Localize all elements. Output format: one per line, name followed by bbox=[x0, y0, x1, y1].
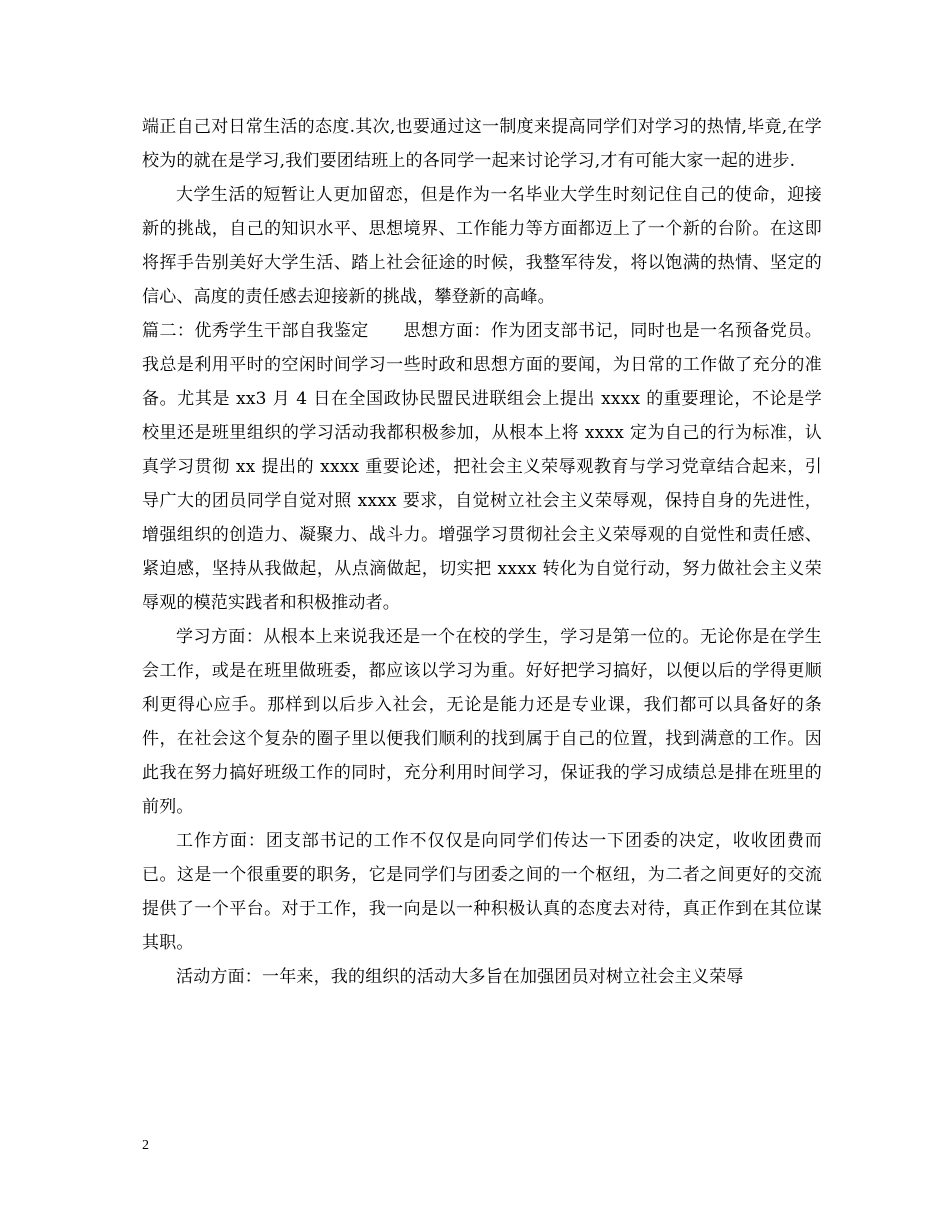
page-number: 2 bbox=[142, 1138, 149, 1153]
paragraph-5: 工作方面：团支部书记的工作不仅仅是向同学们传达一下团委的决定，收收团费而已。这是一个很重要的职务，它是同学们与团委之间的一个枢纽，为二者之间更好的交流提供了一个平台。对于工作，我一向是以一种积极认真的态度去对待，真正作到在其位谋其职。 bbox=[142, 831, 822, 953]
paragraph-6: 活动方面：一年来，我的组织的活动大多旨在加强团员对树立社会主义荣辱 bbox=[176, 967, 744, 987]
paragraph-4: 学习方面：从根本上来说我还是一个在校的学生，学习是第一位的。无论你是在学生会工作，或是在班里做班委，都应该以学习为重。好好把学习搞好，以便以后的学得更顺利更得心应手。那样到以后步入社会，无论是能力还是专业课，我们都可以具备好的条件，在社会这个复杂的圈子里以便我们顺利的找到属于自己的位置，找到满意的工作。因此我在努力搞好班级工作的同时，充分利用时间学习，保证我的学习成绩总是排在班里的前列。 bbox=[142, 627, 822, 817]
paragraph-3: 篇二：优秀学生干部自我鉴定 思想方面：作为团支部书记，同时也是一名预备党员。我总是利用平时的空闲时间学习一些时政和思想方面的要闻，为日常的工作做了充分的准备。尤其是 xx3 月 4 日在全国政协民盟民进联组会上提出 xxxx 的重要理论，不论是学校里还是班里组织的学习活动我都积极参加，从根本上将 xxxx 定为自己的行为标准，认真学习贯彻 xx 提出的 xxxx 重要论述，把社会主义荣辱观教育与学习党章结合起来，引导广大的团员同学自觉对照 xxxx 要求，自觉树立社会主义荣辱观，保持自身的先进性，增强组织的创造力、凝聚力、战斗力。增强学习贯彻社会主义荣辱观的自觉性和责任感、紧迫感，坚持从我做起，从点滴做起，切实把 xxxx 转化为自觉行动，努力做社会主义荣辱观的模范实践者和积极推动者。 bbox=[142, 321, 822, 613]
document-body bbox=[142, 110, 822, 994]
paragraph-2: 大学生活的短暂让人更加留恋，但是作为一名毕业大学生时刻记住自己的使命，迎接新的挑战，自己的知识水平、思想境界、工作能力等方面都迈上了一个新的台阶。在这即将挥手告别美好大学生活、踏上社会征途的时候，我整军待发，将以饱满的热情、坚定的信心、高度的责任感去迎接新的挑战，攀登新的高峰。 bbox=[142, 185, 822, 307]
paragraph-1: 端正自己对日常生活的态度.其次,也要通过这一制度来提高同学们对学习的热情,毕竟,在学校为的就在是学习,我们要团结班上的各同学一起来讨论学习,才有可能大家一起的进步. bbox=[142, 117, 822, 171]
